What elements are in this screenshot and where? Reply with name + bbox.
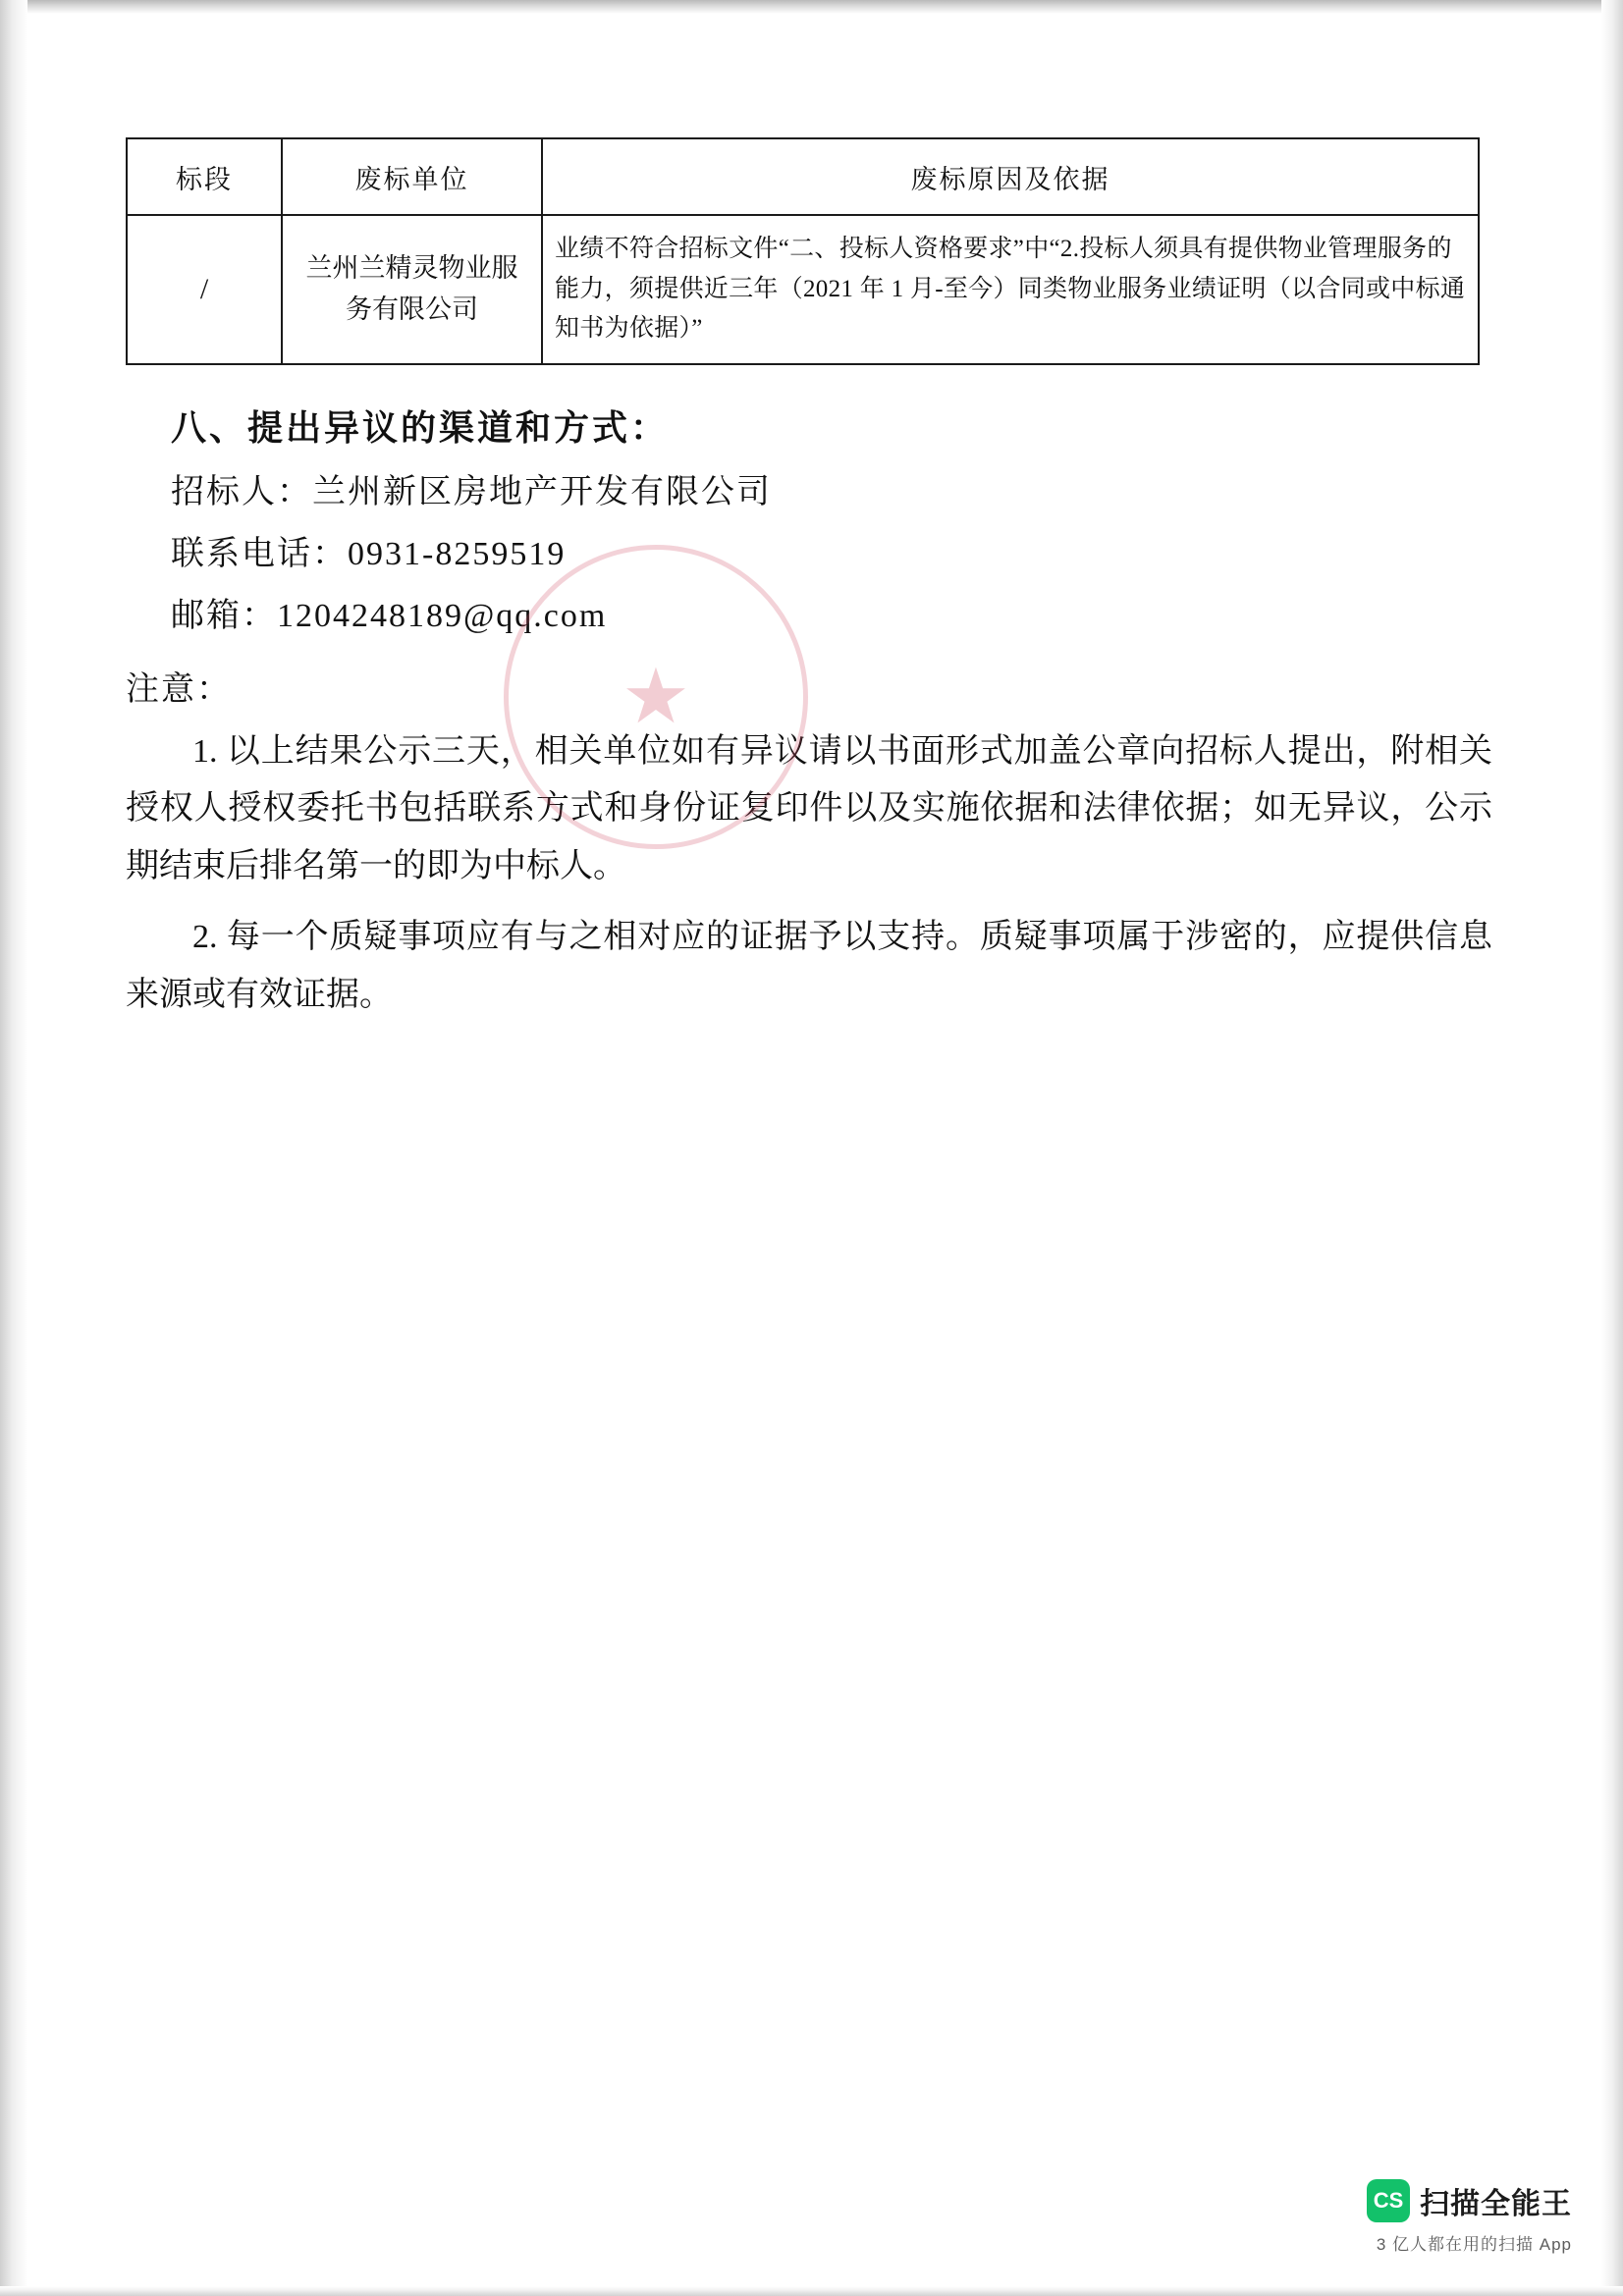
notice-label: 注意： xyxy=(126,671,232,708)
table-header-row xyxy=(127,138,1479,215)
watermark-tagline: 3 亿人都在用的扫描 App xyxy=(1376,2235,1572,2254)
watermark-row xyxy=(1367,2179,1572,2222)
scan-edge-right xyxy=(1601,0,1623,2296)
watermark-brand-name: 扫描全能王 xyxy=(1420,2188,1572,2220)
cell-reason: 业绩不符合招标文件“二、投标人资格要求”中“2.投标人须具有提供物业管理服务的能力，须提供近三年（2021 年 1 月-至今）同类物业服务业绩证明（以合同或中标通知书为依据）” xyxy=(542,215,1479,364)
column-header-unit: 废标单位 xyxy=(282,138,542,215)
scan-edge-left xyxy=(0,0,27,2296)
column-header-reason: 废标原因及依据 xyxy=(542,138,1479,215)
section-heading-objection: 八、提出异议的渠道和方式： xyxy=(171,408,670,448)
rejected-bids-table xyxy=(126,137,1480,365)
cell-lot: / xyxy=(127,215,282,364)
cell-unit: 兰州兰精灵物业服务有限公司 xyxy=(282,215,542,364)
phone-line: 联系电话：0931-8259519 xyxy=(171,536,567,572)
scan-edge-bottom xyxy=(0,2286,1623,2296)
table-header xyxy=(127,138,1479,215)
table-row xyxy=(127,215,1479,364)
notice-item-2: 2. 每一个质疑事项应有与之相对应的证据予以支持。质疑事项属于涉密的，应提供信息来源或有效证据。 xyxy=(126,919,1492,1013)
document-content xyxy=(126,137,1492,1034)
notice-item-1: 1. 以上结果公示三天，相关单位如有异议请以书面形式加盖公章向招标人提出，附相关授权人授权委托书包括联系方式和身份证复印件以及实施依据和法律依据；如无异议，公示期结束后排名第一的即为中标人。 xyxy=(126,733,1492,884)
tenderer-line: 招标人：兰州新区房地产开发有限公司 xyxy=(171,474,772,510)
scan-edge-top xyxy=(0,0,1623,14)
email-line: 邮箱：1204248189@qq.com xyxy=(171,598,608,634)
column-header-lot: 标段 xyxy=(127,138,282,215)
table-body xyxy=(127,215,1479,364)
camscanner-logo-icon: CS xyxy=(1367,2179,1410,2222)
seal-star-icon: ★ xyxy=(622,654,690,739)
scanner-watermark xyxy=(1367,2179,1572,2255)
